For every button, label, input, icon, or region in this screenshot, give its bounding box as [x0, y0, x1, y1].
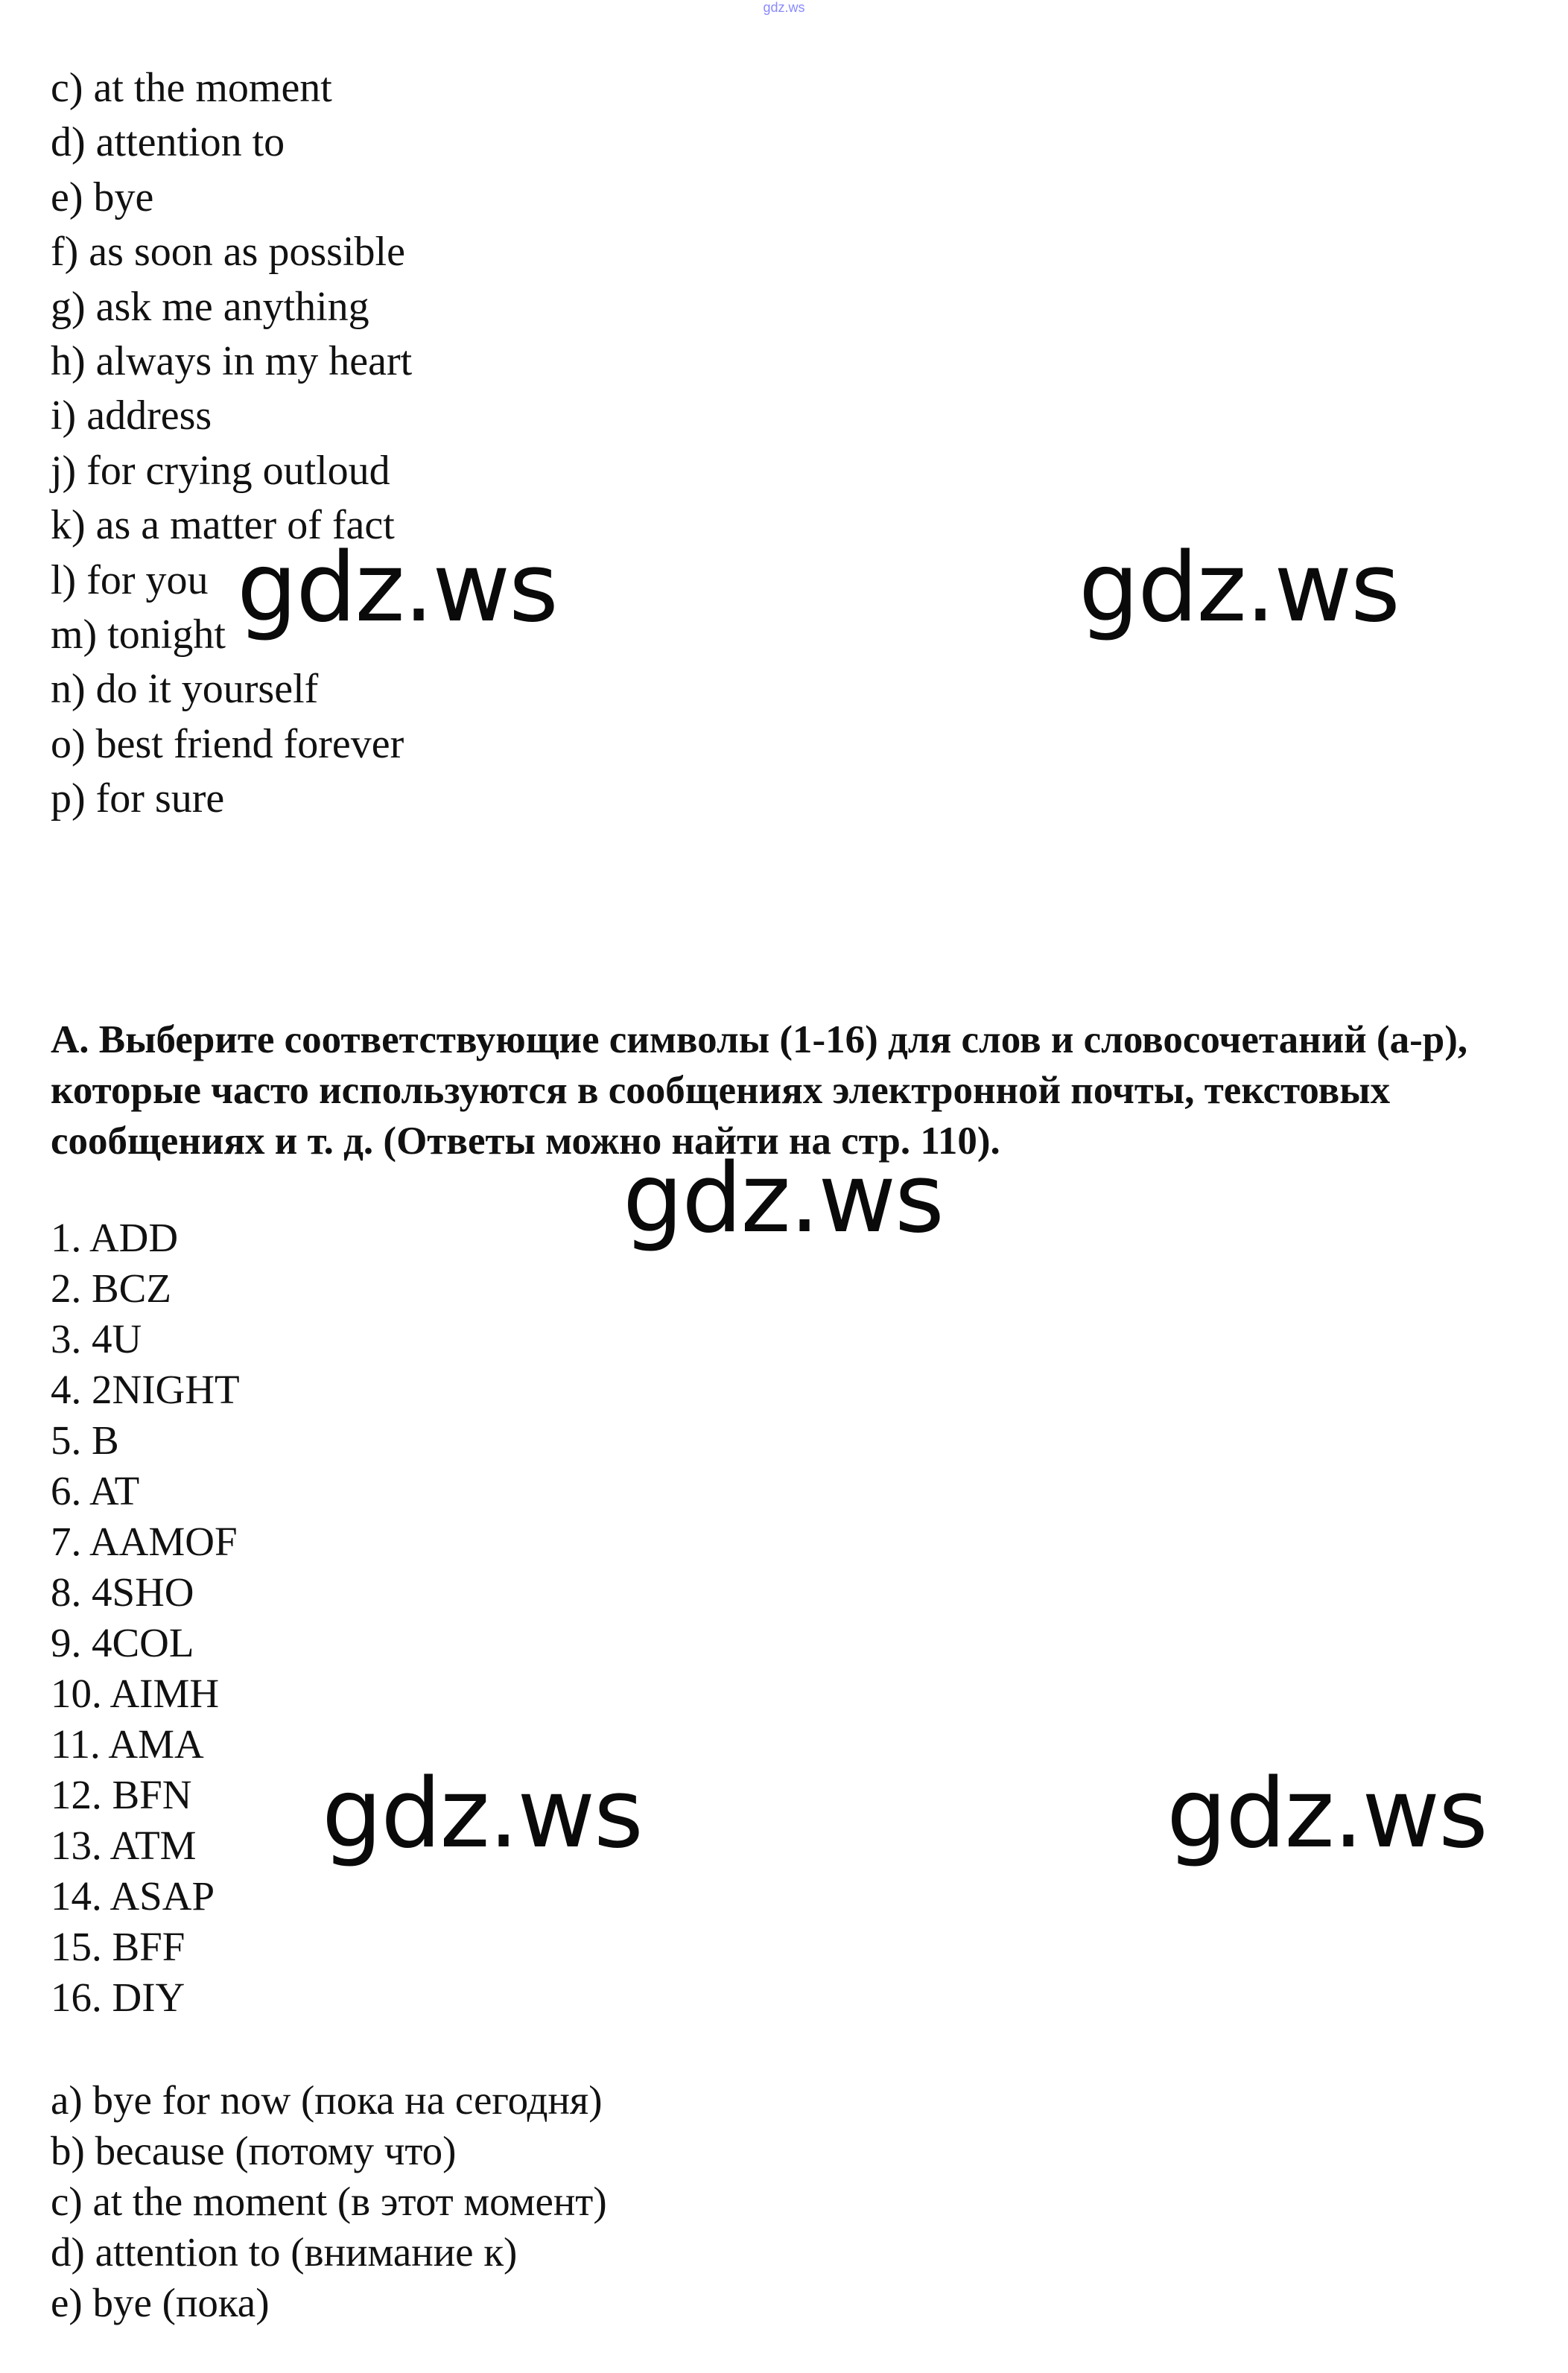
list-item: f) as soon as possible [51, 229, 405, 276]
list-item: 4. 2NIGHT [51, 1367, 240, 1412]
list-item: b) because (потому что) [51, 2128, 457, 2173]
list-item: a) bye for now (пока на сегодня) [51, 2077, 603, 2123]
list-item: 14. ASAP [51, 1873, 215, 1919]
list-item: 7. AAMOF [51, 1519, 238, 1564]
list-item: g) ask me anything [51, 283, 369, 330]
list-item: p) for sure [51, 775, 225, 822]
list-item: c) at the moment [51, 65, 332, 111]
list-item: h) always in my heart [51, 337, 413, 384]
watermark: gdz.ws [322, 1759, 642, 1870]
list-item: 2. BCZ [51, 1265, 171, 1311]
list-item: 11. AMA [51, 1721, 204, 1767]
top-watermark-link[interactable]: gdz.ws [763, 0, 805, 15]
list-item: j) for crying outloud [51, 447, 390, 494]
translation-list [51, 2075, 607, 2328]
watermark: gdz.ws [1079, 533, 1399, 644]
list-item: 6. AT [51, 1468, 140, 1513]
list-item: d) attention to (внимание к) [51, 2229, 518, 2275]
list-item: 1. ADD [51, 1215, 179, 1260]
list-item: e) bye [51, 174, 154, 220]
watermark: gdz.ws [1167, 1759, 1487, 1870]
list-item: 9. 4COL [51, 1620, 194, 1665]
list-item: i) address [51, 393, 212, 439]
list-item: e) bye (пока) [51, 2280, 270, 2325]
list-item: 13. ATM [51, 1823, 197, 1868]
watermark: gdz.ws [623, 1143, 943, 1254]
list-item: 15. BFF [51, 1924, 185, 1969]
list-item: k) as a matter of fact [51, 502, 395, 549]
list-item: l) for you [51, 556, 209, 603]
list-item: d) attention to [51, 119, 285, 166]
list-item: m) tonight [51, 611, 226, 658]
phrase-list-continued [51, 61, 412, 826]
list-item: 16. DIY [51, 1975, 185, 2020]
list-item: 8. 4SHO [51, 1569, 194, 1615]
list-item: 12. BFN [51, 1772, 192, 1817]
abbreviation-list [51, 1213, 240, 2023]
list-item: 10. AIMH [51, 1671, 220, 1716]
task-instruction: A. Выберите соответствующие символы (1-16) для слов и словосочетаний (a-p), которые часто используются в сообщениях электронной почты, текстовых сообщениях и т. д. (Ответы можно найти на стр. 110). [51, 1018, 1468, 1163]
watermark: gdz.ws [237, 533, 557, 644]
list-item: 5. B [51, 1417, 119, 1463]
list-item: 3. 4U [51, 1316, 142, 1362]
list-item: n) do it yourself [51, 666, 319, 713]
list-item: c) at the moment (в этот момент) [51, 2179, 607, 2224]
list-item: o) best friend forever [51, 720, 404, 767]
